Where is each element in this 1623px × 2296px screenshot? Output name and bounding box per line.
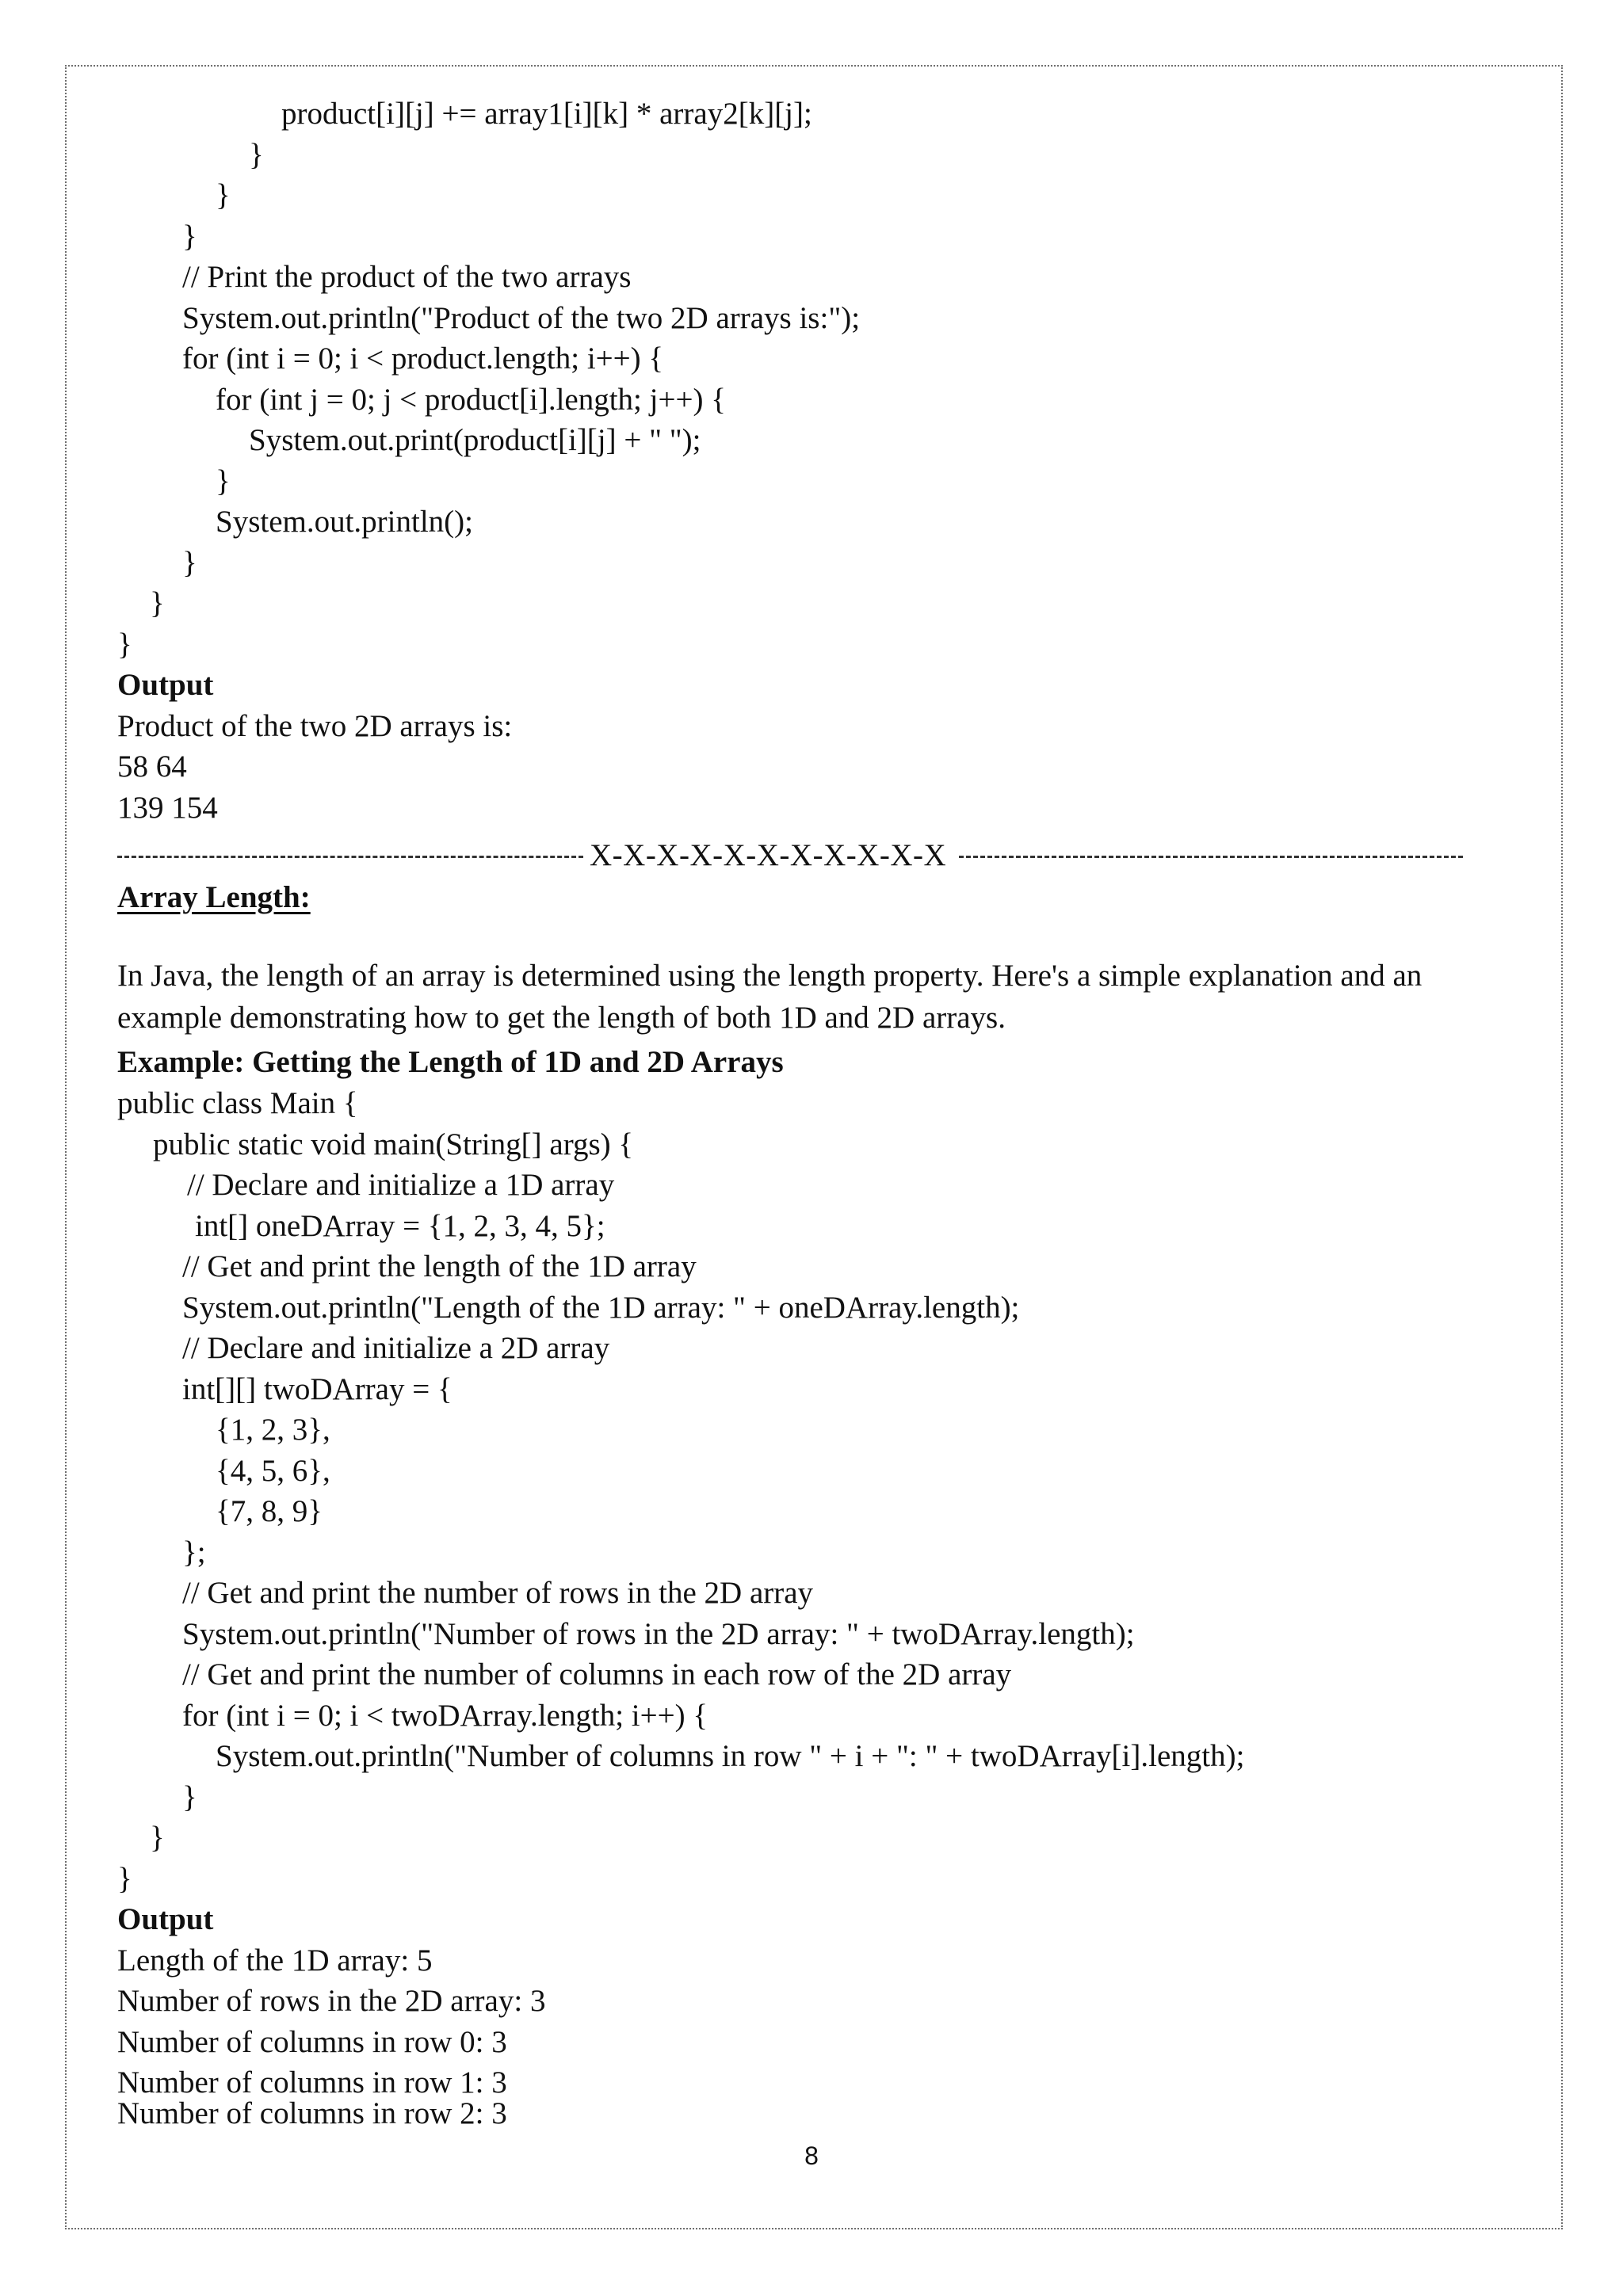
output-line: Number of rows in the 2D array: 3	[117, 1984, 546, 2018]
code-comment: // Get and print the number of rows in the 2D array	[182, 1576, 814, 1610]
code-comment: // Get and print the length of the 1D array	[182, 1249, 697, 1283]
separator-text: X-X-X-X-X-X-X-X-X-X-X	[590, 838, 947, 872]
code-comment: // Print the product of the two arrays	[182, 260, 632, 294]
code-line: System.out.println("Product of the two 2D arrays is:");	[182, 301, 861, 335]
code-line: int[] oneDArray = {1, 2, 3, 4, 5};	[195, 1209, 605, 1243]
code-comment: // Declare and initialize a 1D array	[187, 1168, 615, 1202]
code-comment: // Get and print the number of columns in each row of the 2D array	[182, 1657, 1012, 1691]
code-line: public class Main {	[117, 1086, 358, 1120]
code-line: {1, 2, 3},	[216, 1413, 330, 1447]
output-line: Number of columns in row 0: 3	[117, 2025, 507, 2059]
code-line: };	[182, 1535, 206, 1569]
code-line: System.out.println();	[216, 505, 473, 539]
section-heading: Array Length:	[117, 880, 311, 914]
output-line: Number of columns in row 1: 3	[117, 2065, 507, 2100]
output-line: 139 154	[117, 791, 218, 825]
code-line: }	[150, 586, 165, 620]
code-line: }	[182, 1780, 197, 1814]
output-label: Output	[117, 668, 214, 702]
code-line: System.out.println("Number of rows in the 2D array: " + twoDArray.length);	[182, 1617, 1135, 1651]
code-line: for (int i = 0; i < product.length; i++) {	[182, 341, 664, 376]
page-number: 8	[804, 2142, 819, 2170]
code-line: }	[117, 1862, 132, 1896]
section-separator	[117, 837, 1463, 874]
code-line: int[][] twoDArray = {	[182, 1372, 453, 1406]
code-line: }	[182, 546, 197, 580]
code-line: System.out.println("Length of the 1D array: " + oneDArray.length);	[182, 1291, 1020, 1325]
code-line: System.out.println("Number of columns in row " + i + ": " + twoDArray[i].length);	[216, 1739, 1245, 1773]
output-line: 58 64	[117, 749, 187, 784]
code-line: }	[216, 464, 231, 498]
output-label: Output	[117, 1902, 214, 1936]
separator-dashes-left	[117, 856, 583, 858]
code-line: System.out.print(product[i][j] + " ");	[249, 423, 701, 457]
intro-paragraph: In Java, the length of an array is determined using the length property. Here's a simple explanation and an example demonstrating how to get the length of both 1D and 2D arrays.	[117, 959, 1423, 1035]
output-line: Number of columns in row 2: 3	[117, 2096, 507, 2130]
example-title: Example: Getting the Length of 1D and 2D Arrays	[117, 1045, 784, 1079]
output-line: Product of the two 2D arrays is:	[117, 709, 513, 743]
separator-dashes-right	[959, 856, 1463, 858]
code-line: {7, 8, 9}	[216, 1494, 323, 1528]
code-line: for (int i = 0; i < twoDArray.length; i++) {	[182, 1699, 708, 1733]
code-line: }	[249, 138, 264, 172]
code-comment: // Declare and initialize a 2D array	[182, 1331, 610, 1365]
code-line: {4, 5, 6},	[216, 1454, 330, 1488]
code-line: }	[182, 219, 197, 254]
code-line: product[i][j] += array1[i][k] * array2[k][j];	[281, 97, 812, 131]
code-line: }	[216, 178, 231, 212]
code-line: }	[150, 1821, 165, 1855]
output-line: Length of the 1D array: 5	[117, 1943, 433, 1978]
code-line: public static void main(String[] args) {	[153, 1127, 634, 1161]
code-line: }	[117, 627, 132, 662]
code-line: for (int j = 0; j < product[i].length; j++) {	[216, 383, 726, 417]
